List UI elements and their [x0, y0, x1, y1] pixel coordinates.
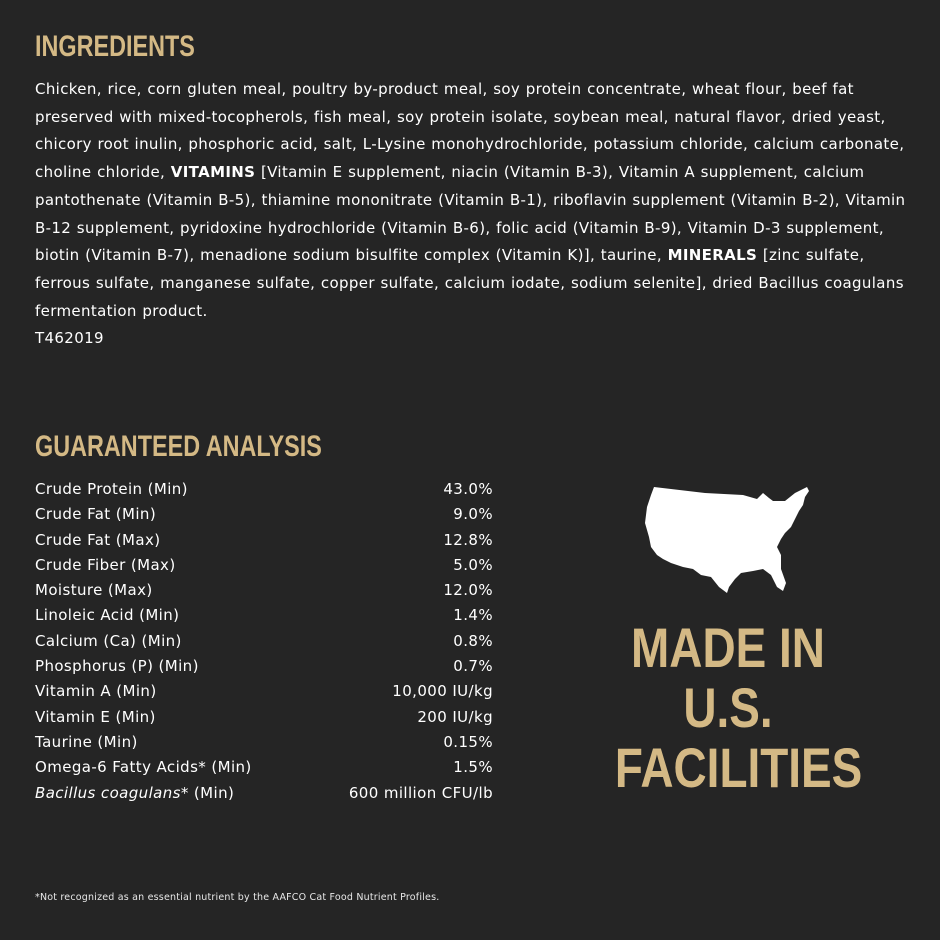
guaranteed-analysis-table — [35, 477, 493, 806]
analysis-row — [35, 477, 493, 502]
analysis-nutrient: Vitamin E (Min) — [35, 707, 156, 726]
analysis-row — [35, 578, 493, 603]
ingredients-text — [35, 76, 915, 353]
made-in-line-1: MADE IN — [631, 616, 825, 679]
analysis-value: 10,000 IU/kg — [392, 682, 493, 701]
analysis-value: 1.5% — [453, 758, 493, 777]
analysis-value: 1.4% — [453, 606, 493, 625]
analysis-value: 12.0% — [443, 581, 493, 600]
minerals-label: MINERALS — [667, 246, 758, 265]
analysis-row — [35, 553, 493, 578]
analysis-value: 9.0% — [453, 505, 493, 524]
analysis-value: 5.0% — [453, 555, 493, 574]
analysis-row — [35, 705, 493, 730]
analysis-nutrient — [35, 781, 234, 806]
analysis-value: 200 IU/kg — [417, 707, 493, 726]
analysis-nutrient: Crude Fat (Min) — [35, 505, 157, 524]
footnote: *Not recognized as an essential nutrient by the AAFCO Cat Food Nutrient Profiles. — [35, 892, 440, 903]
guaranteed-analysis-heading: GUARANTEED ANALYSIS — [35, 430, 322, 463]
analysis-nutrient: Crude Fat (Max) — [35, 530, 161, 549]
analysis-nutrient: Phosphorus (P) (Min) — [35, 657, 199, 676]
analysis-row — [35, 781, 493, 806]
ingredients-list-part-2: [Vitamin E supplement, niacin (Vitamin B-3), Vitamin A supplement, calcium pantothenate (Vitamin B-5), thiamine mononitrate (Vitamin B-1), riboflavin supplement (Vitamin B-2), Vitamin B-12 supplement, pyridoxine hydrochloride (Vitamin B-6), folic acid (Vitamin B-9), Vitamin D-3 supplement, biotin (Vitamin B-7), menadione sodium bisulfite complex (Vitamin K)], taurine, — [35, 163, 906, 265]
vitamins-label: VITAMINS — [170, 163, 256, 182]
analysis-value: 0.7% — [453, 657, 493, 676]
analysis-value: 43.0% — [443, 480, 493, 498]
analysis-nutrient: Moisture (Max) — [35, 581, 153, 600]
analysis-value: 12.8% — [443, 530, 493, 549]
analysis-nutrient: Linoleic Acid (Min) — [35, 606, 180, 625]
analysis-row — [35, 654, 493, 679]
product-code: T462019 — [35, 329, 104, 348]
made-in-line-3: FACILITIES — [614, 736, 863, 799]
analysis-nutrient: Omega-6 Fatty Acids* (Min) — [35, 758, 252, 777]
analysis-value: 600 million CFU/lb — [348, 783, 493, 802]
usa-map-icon — [645, 487, 812, 593]
ingredients-list-part-3: [zinc sulfate, ferrous sulfate, manganese sulfate, copper sulfate, calcium iodate, sodium selenite], dried Bacillus coagulans fermentation product. — [35, 246, 904, 320]
analysis-value: 0.15% — [443, 732, 493, 751]
analysis-row — [35, 679, 493, 704]
bacillus-name: Bacillus coagulans — [35, 783, 181, 802]
analysis-nutrient: Vitamin A (Min) — [35, 682, 157, 701]
analysis-value: 0.8% — [453, 631, 493, 650]
analysis-row — [35, 528, 493, 553]
ingredients-list-part-1: Chicken, rice, corn gluten meal, poultry by-product meal, soy protein concentrate, wheat flour, beef fat preserved with mixed-tocopherols, fish meal, soy protein isolate, soybean meal, natural flavor, dried yeast, chicory root inulin, phosphoric acid, salt, L-Lysine monohydrochloride, potassium chloride, calcium carbonate, choline chloride, — [35, 80, 905, 182]
analysis-row — [35, 502, 493, 527]
made-in-usa-badge — [590, 618, 866, 798]
made-in-line-2: U.S. — [683, 676, 773, 739]
bacillus-qualifier: * (Min) — [180, 783, 235, 802]
analysis-row — [35, 755, 493, 780]
analysis-row — [35, 730, 493, 755]
analysis-row — [35, 603, 493, 628]
analysis-nutrient: Crude Fiber (Max) — [35, 555, 176, 574]
analysis-nutrient: Taurine (Min) — [35, 732, 138, 751]
analysis-nutrient: Calcium (Ca) (Min) — [35, 631, 182, 650]
analysis-row — [35, 629, 493, 654]
analysis-nutrient: Crude Protein (Min) — [35, 480, 188, 498]
ingredients-heading: INGREDIENTS — [35, 30, 195, 63]
